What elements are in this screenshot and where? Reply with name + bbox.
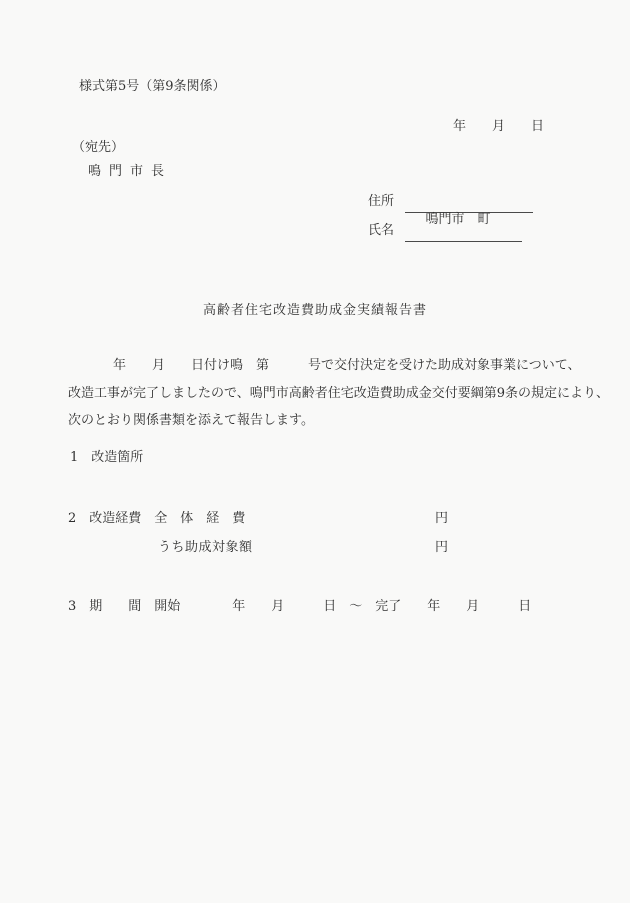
form-number: 様式第5号（第9条関係） (79, 79, 226, 94)
body-line-3: 次のとおり関係書類を添えて報告します。 (68, 413, 314, 428)
document-title: 高齢者住宅改造費助成金実績報告書 (202, 303, 427, 318)
address-field (405, 193, 533, 227)
addressee-label: （宛先） (72, 140, 125, 155)
item-2-total-cost-unit: 円 (435, 511, 449, 526)
body-line-1: 年 月 日付け鳴 第 号で交付決定を受けた助成対象事業について、 (113, 358, 581, 373)
item-3-period: 3 期 間 開始 年 月 日 ～ 完了 年 月 日 (68, 599, 532, 614)
item-2-total-cost-label: 2 改造経費 全 体 経 費 (68, 511, 246, 526)
name-field (405, 222, 522, 242)
addressee-name: 鳴門市長 (88, 164, 173, 179)
date-line: 年 月 日 (453, 119, 545, 134)
item-2-subsidy-target-label: うち助成対象額 (158, 540, 253, 555)
item-2-subsidy-target-unit: 円 (435, 540, 449, 555)
address-value: 鳴門市 町 (425, 212, 491, 227)
body-line-2: 改造工事が完了しましたので、鳴門市高齢者住宅改造費助成金交付要綱第9条の規定により、 (68, 386, 610, 401)
name-value (422, 241, 426, 256)
item-1-renovation-location: 1 改造箇所 (70, 450, 144, 465)
address-label: 住所 (368, 194, 395, 209)
name-label: 氏名 (368, 223, 395, 238)
